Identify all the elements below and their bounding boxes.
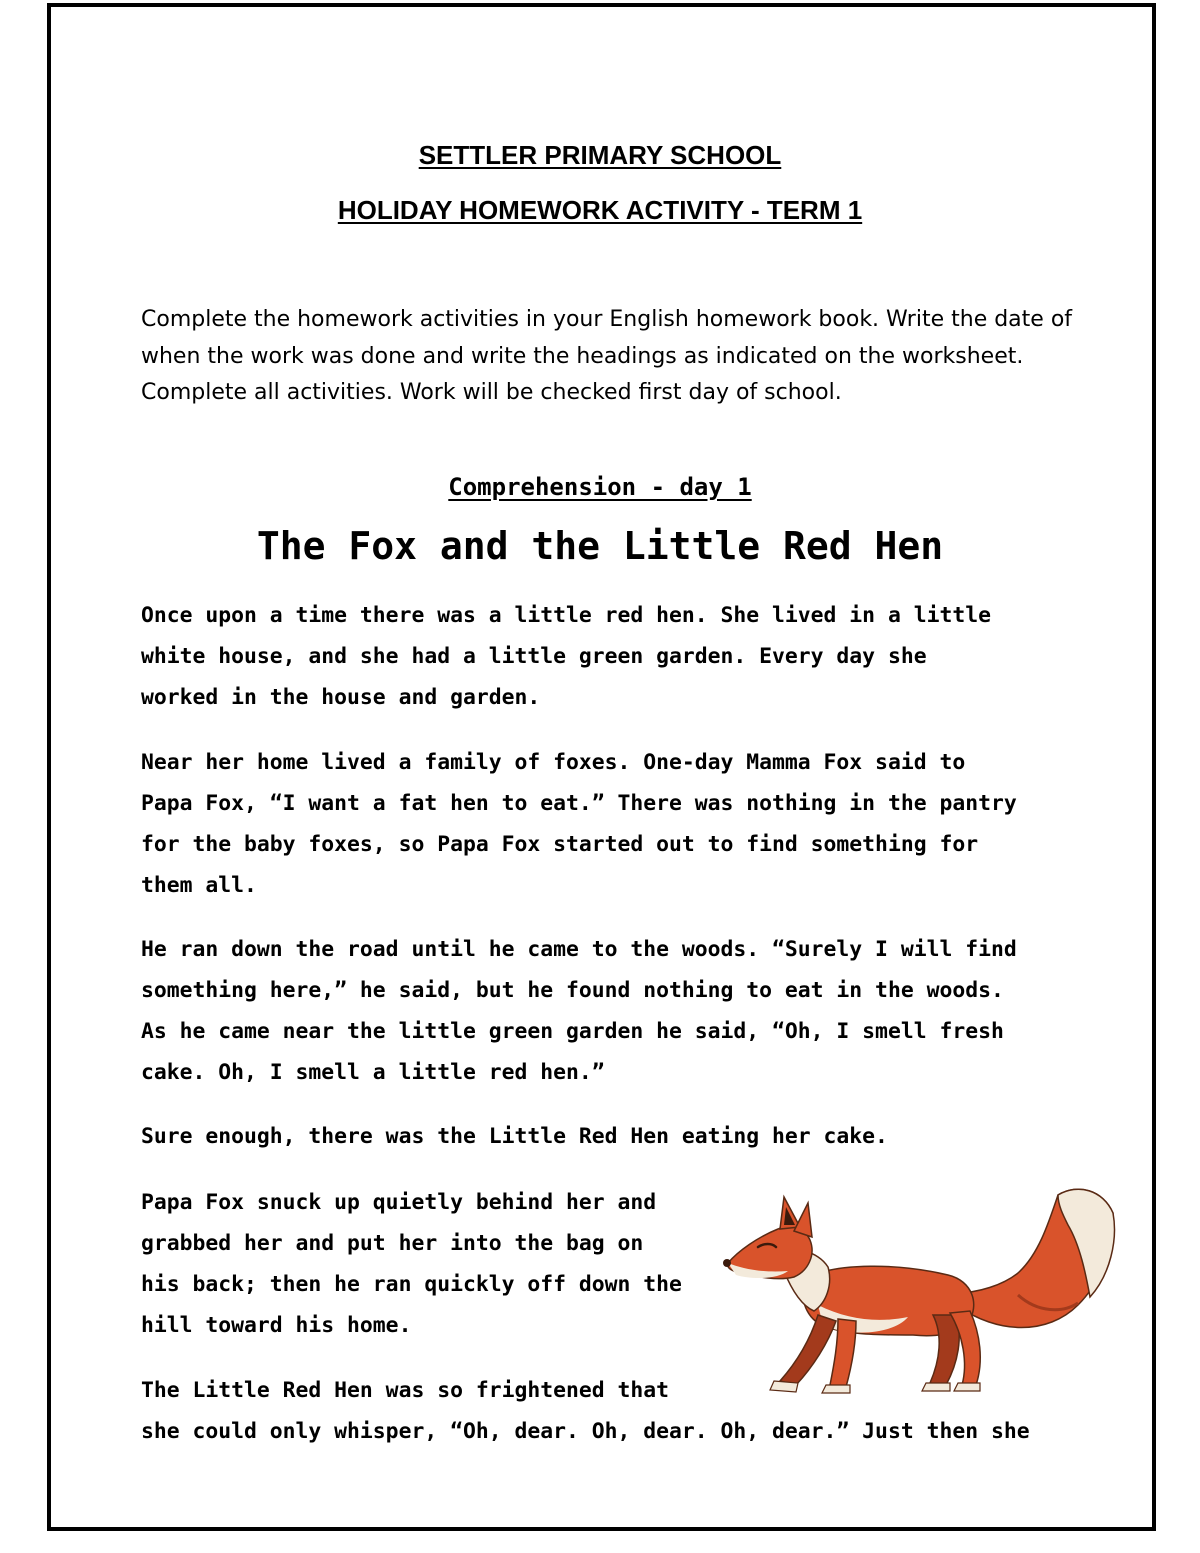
story-line: grabbed her and put her into the bag on xyxy=(141,1231,644,1256)
fox-illustration xyxy=(718,1185,1124,1405)
section-label: Comprehension - day 1 xyxy=(448,473,752,501)
story-line: Papa Fox snuck up quietly behind her and xyxy=(141,1190,657,1215)
story-paragraph-2 xyxy=(141,742,1017,906)
story-line: The Little Red Hen was so frightened that xyxy=(141,1378,670,1403)
story-paragraph-4 xyxy=(141,1116,888,1157)
school-name-heading: SETTLER PRIMARY SCHOOL xyxy=(418,140,782,170)
instructions-text: Complete the homework activities in your English homework book. Write the date of when the work was done and write the headings as indicated on the worksheet. Complete all activities. Work will be checked first day of school. xyxy=(141,307,1073,405)
story-line: hill toward his home. xyxy=(141,1313,412,1338)
story-line: cake. Oh, I smell a little red hen.” xyxy=(141,1060,605,1085)
story-line: for the baby foxes, so Papa Fox started out to find something for xyxy=(141,832,979,857)
story-line: worked in the house and garden. xyxy=(141,685,541,710)
activity-title-heading: HOLIDAY HOMEWORK ACTIVITY - TERM 1 xyxy=(337,195,863,225)
story-paragraph-3 xyxy=(141,929,1017,1093)
story-title: The Fox and the Little Red Hen xyxy=(256,524,944,568)
story-line: As he came near the little green garden he said, “Oh, I smell fresh xyxy=(141,1019,1004,1044)
story-line: Near her home lived a family of foxes. One-day Mamma Fox said to xyxy=(141,750,966,775)
story-line: Once upon a time there was a little red hen. She lived in a little xyxy=(141,603,991,628)
story-line: his back; then he ran quickly off down the xyxy=(141,1272,682,1297)
story-line: Papa Fox, “I want a fat hen to eat.” There was nothing in the pantry xyxy=(141,791,1017,816)
story-paragraph-1 xyxy=(141,595,991,718)
story-line: He ran down the road until he came to the woods. “Surely I will find xyxy=(141,937,1017,962)
story-line: them all. xyxy=(141,873,257,898)
story-line: she could only whisper, “Oh, dear. Oh, dear. Oh, dear.” Just then she xyxy=(141,1419,1030,1444)
story-line: white house, and she had a little green garden. Every day she xyxy=(141,644,927,669)
story-paragraph-5 xyxy=(141,1182,682,1346)
story-line: something here,” he said, but he found nothing to eat in the woods. xyxy=(141,978,1004,1003)
story-line: Sure enough, there was the Little Red Hen eating her cake. xyxy=(141,1124,888,1149)
